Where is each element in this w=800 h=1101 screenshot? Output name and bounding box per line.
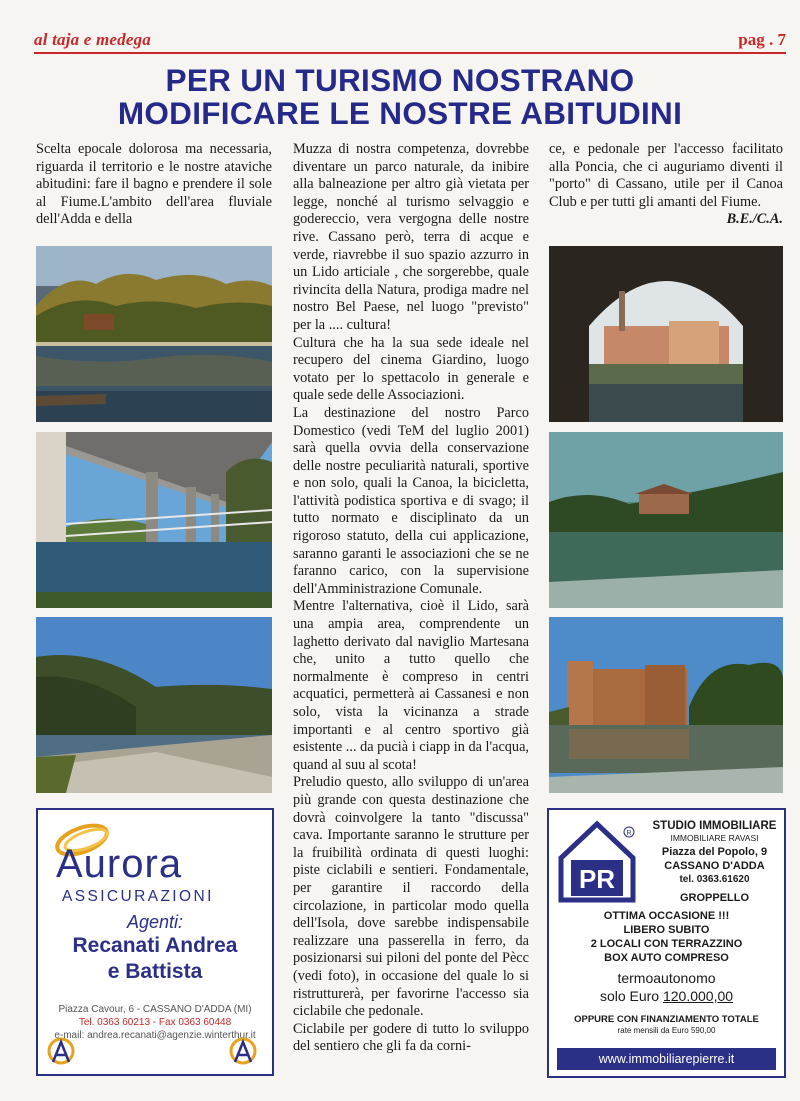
article-paragraph: Mentre l'alternativa, cioè il Lido, sarà una ampia area, comprendente un laghetto derivato dal naviglio Martesana che, unito a tutto quello che normalmente è compreso in centri acquatici, permetterà ai Cassanesi e non solo, vista la vicinanza a strade importanti e al centro sportivo già esistente ... da pucià i ciapp in da l'acqua, quand al suu al scota! (293, 598, 530, 773)
header-rule (34, 52, 786, 54)
photo-river-house (549, 432, 783, 608)
photo-castle-river (549, 617, 783, 793)
aurora-phone: Tel. 0363 60213 - Fax 0363 60448 (78, 1017, 232, 1028)
aurora-email: e-mail: andrea.recanati@agenzie.winterthur.it (54, 1030, 256, 1041)
photo-riverbank-path (36, 617, 272, 793)
article-column-3 (549, 141, 783, 229)
pr-town: GROPPELLO (679, 892, 750, 904)
photo-river-trees (36, 246, 272, 422)
article-column-2 (293, 141, 529, 1056)
aurora-insurance-ad (36, 808, 274, 1076)
aurora-logo-icon (46, 1036, 76, 1066)
pr-price: 120.000,00 (662, 988, 734, 1004)
pr-offer (549, 909, 784, 965)
article-paragraph: La destinazione del nostro Parco Domestico (vedi TeM del luglio 2001) sarà quella ovvia della conservazione delle nostre peculiarità naturali, sportive e non solo, quali la Canoa, la bicicletta, l'attività podistica sportiva e di svago; il tutto normato e disciplinato da un rigoroso statuto, della cui applicazione, saranno garanti le associazioni che se ne faranno carico, con la supervisione dell'Amministrazione Comunale. (293, 404, 529, 597)
article-paragraph: Ciclabile per godere di tutto lo sviluppo del sentiero che gli fa da corni- (293, 1020, 529, 1055)
pr-price-line (549, 988, 784, 1004)
article-paragraph: Cultura che ha la sua sede ideale nel recupero del cinema Giardino, luogo votato per lo spettacolo in generale e quale sede delle Associazioni. (293, 334, 529, 404)
pr-address-1: Piazza del Popolo, 9 (661, 846, 768, 858)
aurora-brand: Aurora (56, 842, 183, 886)
pr-heating: termoautonomo (617, 970, 716, 986)
article-paragraph: Muzza di nostra competenza, dovrebbe diventare un parco naturale, da inibire alla balneazione per altro già vietata per legge, nonché al turismo selvaggio e godereccio, vera vergogna delle nostre rive. Cassano però, terra di acque e verde, riavrebbe il suo spazio azzurro in un Lido articiale , che sorgerebbe, quale rivincita della Natura, prodiga madre nel nostro Bel Paese, nel luogo "previsto" per la .... cultura! (293, 141, 529, 333)
pr-phone: tel. 0363.61620 (679, 874, 750, 885)
pr-logo-text: PR (578, 864, 616, 894)
agents-label: Agenti: (126, 912, 184, 932)
article-paragraph: Scelta epocale dolorosa ma necessaria, riguarda il territorio e le nostre ataviche abitudini: fare il bagno e prendere il sole al Fiume.L'ambito dell'area fluviale dell'Adda e della (36, 141, 272, 228)
photo-bridge (36, 432, 272, 608)
pr-website: www.immobiliarepierre.it (557, 1048, 776, 1070)
aurora-logo-icon (228, 1036, 258, 1066)
pr-installments: rate mensili da Euro 590,00 (617, 1026, 716, 1035)
pr-financing: OPPURE CON FINANZIAMENTO TOTALE (574, 1014, 759, 1025)
house-logo-icon (557, 820, 637, 904)
photo-arch-view (549, 246, 783, 422)
headline-line-1: PER UN TURISMO NOSTRANO (165, 62, 635, 98)
aurora-address: Piazza Cavour, 6 - CASSANO D'ADDA (MI) (58, 1004, 252, 1015)
headline-line-2: MODIFICARE LE NOSTRE ABITUDINI (117, 95, 683, 131)
pr-address-2: CASSANO D'ADDA (664, 860, 765, 872)
article-paragraph: Preludio questo, allo sviluppo di un'area più grande con questa destinazione che dovrà coinvolgere la tanto "discussa" cava. Importante saranno le strutture per la fruibilità ordinata di questi luoghi: piste ciclabili e sentieri. Fondamentale, per garantire il raccordo della circolazione, in particolar modo quella dell'Isola, dove sarebbe indispensabile realizzare una passerella in ferro, da posizionarsi sui piloni del ponte del Pècc (vedi foto), in occasione del quale lo si ristrutturerà, per favorirne l'accesso sia ciclabile che pedonale. (293, 774, 529, 1020)
section-title: al taja e medega (34, 30, 151, 49)
pr-offer-line: LIBERO SUBITO (623, 924, 710, 936)
pr-offer-line: OTTIMA OCCASIONE !!! (603, 910, 730, 922)
article-signature: B.E./C.A. (726, 211, 783, 228)
article-column-1 (36, 141, 272, 229)
pr-title: STUDIO IMMOBILIARE (652, 820, 777, 832)
agent-name-line-1: Recanati Andrea (72, 934, 238, 957)
svg-text:R: R (626, 830, 632, 837)
pr-price-label: solo Euro (599, 988, 660, 1004)
agent-name-line-2: e Battista (107, 960, 203, 983)
pr-offer-line: 2 LOCALI CON TERRAZZINO (590, 938, 743, 950)
pr-offer-line: BOX AUTO COMPRESO (604, 952, 729, 964)
aurora-subtitle: ASSICURAZIONI (62, 888, 214, 905)
real-estate-ad (547, 808, 786, 1078)
page-number: pag . 7 (738, 30, 786, 49)
article-paragraph: ce, e pedonale per l'accesso facilitato alla Poncia, che ci auguriamo diventi il "porto" di Cassano, utile per il Canoa Club e per tutti gli amanti del Fiume. (549, 141, 783, 210)
pr-subtitle: IMMOBILIARE RAVASI (670, 833, 759, 843)
